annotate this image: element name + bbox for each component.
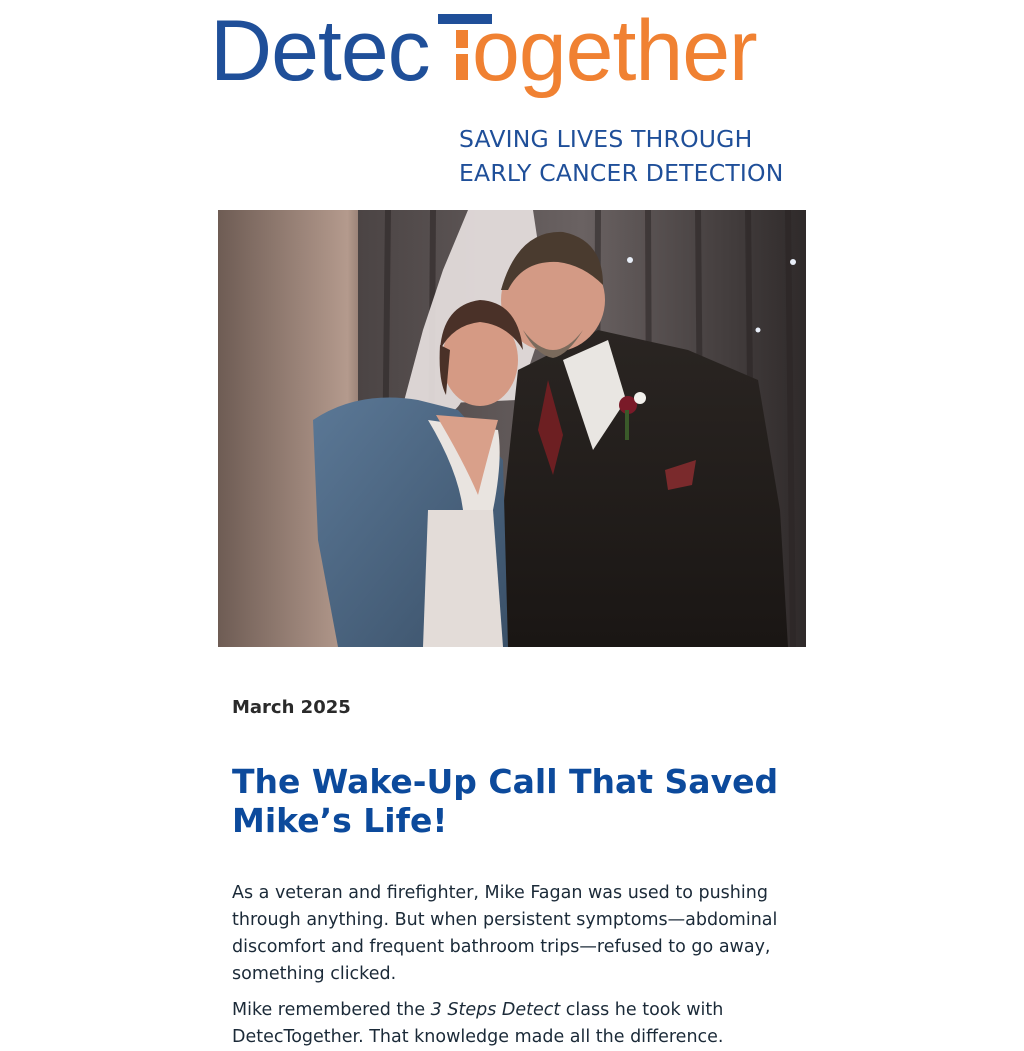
tagline-line-1: SAVING LIVES THROUGH [459,125,753,153]
hero-photo [218,210,806,647]
logo-text-detec: Detec [210,3,430,99]
logo-wordmark [210,4,820,114]
logo-tagline [459,122,819,190]
photo-couple-illustration [218,210,806,647]
article-paragraph-2 [232,997,802,1051]
para2-text-post: class he took with DetecTogether. That knowledge made all the difference. [232,1000,724,1047]
article-paragraph-1: As a veteran and firefighter, Mike Fagan was used to pushing through anything. But when persistent symptoms—abdominal discomfort and frequent bathroom trips—refused to go away, something clicked. [232,883,778,984]
class-name-3-steps-detect: 3 Steps Detect [430,1000,561,1020]
para2-text-pre: Mike remembered the [232,1000,431,1020]
logo-t-bar-blue [438,14,456,24]
tagline-line-2: EARLY CANCER DETECTION [459,159,784,187]
article-date: March 2025 [232,697,351,718]
detectogether-logo[interactable] [210,4,820,114]
article-title: The Wake-Up Call That Saved Mike’s Life! [232,762,779,840]
article [232,696,802,1051]
logo-text-together: ogether [472,3,757,99]
logo-t-stem-bottom [456,54,468,80]
logo-t-stem-top [456,30,468,48]
